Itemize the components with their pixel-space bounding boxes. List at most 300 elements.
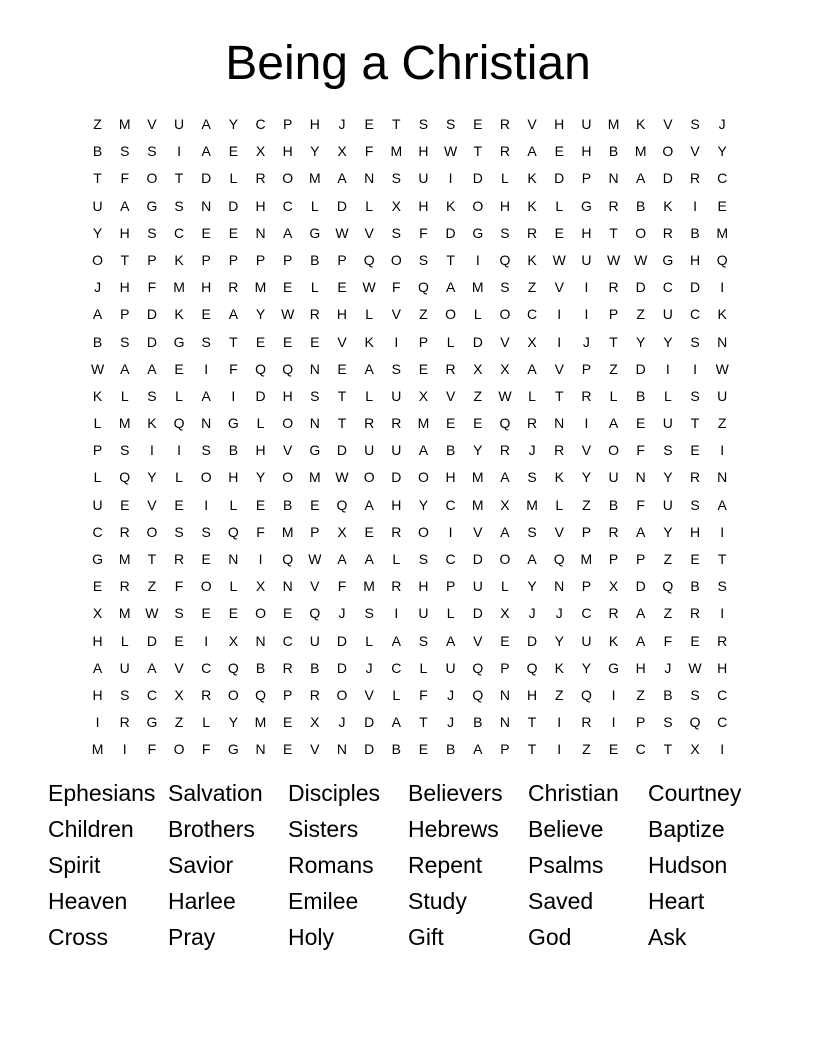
grid-letter: R — [717, 632, 728, 649]
grid-letter: S — [690, 116, 700, 132]
grid-letter: R — [554, 442, 565, 459]
grid-letter: D — [336, 632, 348, 649]
grid-letter: N — [608, 170, 619, 187]
grid-letter: H — [554, 116, 565, 132]
grid-letter: A — [391, 632, 401, 649]
grid-letter: I — [720, 523, 725, 540]
grid-letter: X — [500, 605, 510, 622]
grid-letter: L — [555, 496, 564, 513]
grid-letter: A — [636, 170, 646, 187]
grid-letter: L — [229, 496, 238, 513]
grid-letter: G — [146, 714, 158, 731]
word-list-item: Hudson — [648, 852, 728, 878]
grid-letter: R — [581, 714, 592, 731]
grid-letter: N — [201, 197, 212, 214]
grid-letter: A — [636, 632, 646, 649]
grid-letter: M — [281, 523, 294, 540]
grid-letter: M — [471, 496, 484, 513]
grid-letter: K — [445, 197, 456, 214]
grid-letter: P — [283, 686, 293, 703]
grid-letter: N — [255, 741, 266, 758]
grid-letter: P — [636, 714, 646, 731]
grid-letter: S — [690, 333, 700, 350]
grid-letter: I — [557, 714, 562, 731]
word-list-item: Courtney — [648, 780, 742, 806]
grid-letter: C — [146, 686, 157, 703]
grid-letter: A — [445, 632, 456, 649]
grid-letter: C — [255, 116, 266, 132]
grid-letter: P — [147, 251, 157, 268]
grid-letter: X — [690, 741, 700, 758]
grid-letter: I — [258, 551, 263, 567]
grid-letter: I — [394, 333, 399, 350]
grid-letter: L — [229, 170, 238, 187]
grid-letter: M — [526, 496, 538, 513]
grid-letter: A — [527, 360, 537, 377]
grid-letter: L — [310, 197, 319, 214]
grid-letter: E — [473, 116, 483, 132]
grid-letter: M — [118, 605, 131, 622]
grid-letter: M — [363, 578, 375, 595]
grid-letter: Z — [663, 605, 673, 622]
word-list-item: Baptize — [648, 816, 725, 842]
grid-letter: R — [608, 605, 619, 622]
grid-letter: J — [718, 116, 726, 132]
grid-letter: R — [228, 279, 239, 296]
grid-row — [84, 223, 736, 250]
grid-letter: V — [663, 116, 673, 132]
grid-letter: C — [581, 605, 592, 622]
grid-letter: S — [418, 551, 429, 567]
grid-letter: U — [608, 469, 619, 486]
grid-letter: S — [663, 714, 673, 731]
grid-letter: Z — [582, 496, 591, 513]
grid-letter: O — [173, 741, 185, 758]
grid-letter: L — [175, 387, 183, 404]
grid-letter: O — [282, 170, 294, 187]
grid-letter: P — [581, 578, 592, 595]
grid-letter: L — [365, 387, 374, 404]
grid-letter: G — [580, 197, 592, 214]
grid-letter: T — [473, 143, 483, 160]
grid-letter: H — [255, 197, 266, 214]
grid-letter: V — [500, 333, 510, 350]
grid-letter: L — [229, 578, 238, 595]
grid-letter: E — [445, 415, 456, 432]
grid-letter: M — [607, 116, 620, 132]
grid-letter: Q — [662, 578, 674, 595]
grid-letter: E — [174, 632, 184, 649]
word-list-item: Gift — [408, 924, 444, 950]
grid-letter: D — [146, 333, 157, 350]
grid-letter: I — [584, 279, 589, 296]
grid-letter: Z — [527, 279, 537, 296]
grid-letter: J — [447, 686, 455, 703]
word-list-item: God — [528, 924, 572, 950]
grid-letter: A — [337, 551, 347, 567]
grid-letter: H — [635, 659, 646, 676]
grid-letter: Y — [228, 714, 239, 731]
grid-letter: E — [283, 605, 293, 622]
grid-letter: F — [419, 686, 428, 703]
grid-letter: D — [228, 197, 239, 214]
grid-letter: R — [608, 197, 619, 214]
grid-letter: V — [690, 143, 700, 160]
grid-letter: T — [174, 170, 184, 187]
grid-letter: E — [174, 496, 184, 513]
grid-letter: L — [93, 415, 102, 432]
grid-letter: N — [554, 415, 565, 432]
grid-letter: B — [310, 659, 320, 676]
grid-letter: U — [717, 387, 728, 404]
grid-letter: V — [310, 578, 320, 595]
grid-letter: R — [689, 469, 701, 486]
grid-letter: Q — [499, 251, 511, 268]
grid-letter: J — [338, 605, 346, 622]
grid-letter: R — [527, 224, 538, 241]
grid-letter: J — [664, 659, 672, 676]
grid-letter: A — [120, 197, 130, 214]
grid-letter: Y — [581, 469, 592, 486]
word-list-item: Psalms — [528, 852, 604, 878]
grid-letter: I — [693, 360, 697, 377]
grid-letter: X — [255, 143, 266, 160]
grid-letter: B — [663, 686, 673, 703]
grid-letter: L — [120, 632, 129, 649]
grid-letter: E — [201, 224, 211, 241]
grid-letter: R — [689, 605, 701, 622]
grid-letter: B — [255, 659, 266, 676]
grid-letter: W — [688, 659, 702, 676]
grid-letter: N — [336, 741, 348, 758]
grid-letter: Q — [282, 360, 294, 377]
grid-letter: V — [283, 442, 293, 459]
grid-letter: A — [228, 306, 239, 323]
grid-letter: Y — [663, 469, 673, 486]
grid-letter: L — [365, 306, 374, 323]
word-list — [48, 780, 768, 950]
grid-letter: H — [282, 143, 293, 160]
grid-letter: H — [119, 279, 130, 296]
grid-letter: K — [608, 632, 619, 649]
grid-letter: Y — [663, 523, 673, 540]
word-list-item: Believe — [528, 816, 604, 842]
grid-letter: I — [204, 496, 209, 513]
grid-letter: U — [581, 251, 592, 268]
grid-letter: F — [147, 741, 157, 758]
grid-letter: Y — [255, 469, 266, 486]
grid-letter: T — [147, 551, 157, 567]
grid-letter: M — [254, 714, 267, 731]
grid-letter: E — [310, 333, 320, 350]
grid-letter: F — [337, 578, 347, 595]
grid-letter: R — [499, 442, 510, 459]
grid-letter: Y — [717, 143, 727, 160]
word-list-item: Ephesians — [48, 780, 156, 806]
grid-letter: O — [635, 224, 647, 241]
grid-letter: I — [231, 387, 236, 404]
grid-row — [84, 250, 736, 277]
grid-letter: A — [337, 170, 347, 187]
grid-letter: F — [419, 224, 428, 241]
grid-row — [84, 685, 736, 712]
grid-letter: X — [500, 496, 510, 513]
grid-letter: K — [636, 116, 646, 132]
grid-letter: C — [391, 659, 402, 676]
grid-letter: H — [228, 469, 239, 486]
grid-letter: E — [283, 741, 293, 758]
grid-letter: P — [283, 251, 293, 268]
grid-letter: R — [119, 714, 130, 731]
grid-row — [84, 304, 736, 331]
grid-letter: H — [282, 387, 293, 404]
grid-letter: K — [147, 415, 157, 432]
grid-letter: S — [690, 387, 700, 404]
grid-letter: R — [391, 415, 402, 432]
grid-letter: Q — [472, 686, 484, 703]
grid-letter: S — [391, 224, 401, 241]
grid-letter: A — [636, 605, 646, 622]
grid-letter: I — [584, 415, 589, 432]
grid-letter: X — [337, 143, 347, 160]
grid-letter: A — [636, 523, 646, 540]
grid-letter: O — [336, 686, 348, 703]
grid-letter: N — [554, 578, 565, 595]
grid-letter: O — [418, 469, 429, 486]
grid-letter: Q — [227, 523, 239, 540]
grid-letter: S — [690, 686, 700, 703]
grid-letter: L — [419, 659, 428, 676]
grid-letter: I — [177, 143, 181, 160]
grid-letter: U — [445, 659, 456, 676]
word-list-item: Heaven — [48, 888, 128, 914]
grid-letter: W — [145, 605, 159, 622]
grid-letter: T — [609, 333, 618, 350]
grid-letter: F — [120, 170, 130, 187]
grid-letter: Y — [147, 469, 157, 486]
grid-letter: U — [662, 496, 673, 513]
grid-letter: D — [146, 632, 157, 649]
grid-letter: D — [635, 578, 646, 595]
grid-letter: W — [444, 143, 458, 160]
grid-letter: I — [665, 360, 670, 377]
grid-letter: T — [337, 415, 347, 432]
grid-letter: O — [200, 469, 212, 486]
grid-letter: L — [473, 306, 482, 323]
grid-letter: Q — [499, 415, 511, 432]
word-list-item: Savior — [168, 852, 234, 878]
grid-letter: J — [365, 659, 373, 676]
grid-letter: D — [472, 333, 483, 350]
grid-row — [84, 359, 736, 386]
grid-letter: N — [717, 333, 728, 350]
grid-letter: S — [391, 360, 401, 377]
grid-letter: O — [363, 469, 375, 486]
grid-letter: O — [499, 551, 511, 567]
grid-letter: X — [527, 333, 537, 350]
grid-letter: V — [554, 279, 564, 296]
grid-letter: F — [174, 578, 184, 595]
grid-letter: S — [500, 224, 510, 241]
grid-letter: O — [146, 523, 158, 540]
grid-letter: W — [634, 251, 648, 268]
grid-letter: P — [255, 251, 266, 268]
grid-letter: D — [472, 551, 483, 567]
grid-letter: N — [201, 415, 212, 432]
grid-letter: F — [147, 279, 157, 296]
grid-row — [84, 413, 736, 440]
grid-letter: Y — [527, 578, 537, 595]
grid-letter: E — [201, 551, 211, 567]
grid-letter: G — [472, 224, 484, 241]
grid-letter: O — [445, 306, 457, 323]
grid-letter: B — [636, 197, 646, 214]
grid-letter: C — [689, 306, 701, 323]
word-list-item: Holy — [288, 924, 335, 950]
grid-letter: B — [445, 741, 456, 758]
grid-row — [84, 603, 736, 630]
grid-letter: S — [120, 333, 130, 350]
grid-letter: U — [119, 659, 130, 676]
grid-letter: S — [120, 143, 130, 160]
grid-letter: D — [554, 170, 565, 187]
grid-row — [84, 168, 736, 195]
grid-letter: T — [120, 251, 130, 268]
grid-letter: A — [608, 415, 619, 432]
grid-letter: N — [282, 578, 293, 595]
grid-letter: J — [447, 714, 455, 731]
grid-letter: U — [418, 605, 429, 622]
grid-letter: L — [256, 415, 265, 432]
grid-letter: D — [635, 360, 646, 377]
grid-letter: T — [609, 224, 618, 241]
grid-letter: O — [146, 170, 158, 187]
grid-letter: S — [418, 116, 429, 132]
grid-letter: E — [500, 632, 510, 649]
grid-letter: L — [446, 333, 455, 350]
grid-letter: M — [390, 143, 403, 160]
grid-letter: K — [527, 170, 537, 187]
grid-letter: P — [581, 360, 592, 377]
grid-letter: D — [472, 170, 483, 187]
grid-letter: W — [308, 551, 322, 567]
word-list-item: Brothers — [168, 816, 255, 842]
grid-letter: K — [174, 251, 184, 268]
grid-letter: V — [147, 496, 157, 513]
grid-letter: V — [364, 686, 374, 703]
grid-letter: A — [527, 551, 537, 567]
grid-letter: R — [608, 279, 619, 296]
grid-letter: Y — [636, 333, 646, 350]
grid-letter: O — [282, 415, 294, 432]
grid-letter: L — [501, 170, 509, 187]
grid-letter: I — [720, 605, 725, 622]
grid-letter: I — [584, 306, 589, 323]
grid-letter: A — [500, 469, 510, 486]
grid-letter: A — [92, 306, 103, 323]
grid-letter: P — [201, 251, 211, 268]
grid-letter: E — [228, 224, 239, 241]
grid-letter: U — [391, 387, 402, 404]
grid-letter: E — [364, 523, 374, 540]
grid-letter: X — [500, 360, 510, 377]
grid-letter: A — [283, 224, 293, 241]
grid-letter: D — [364, 714, 375, 731]
grid-letter: Z — [554, 686, 564, 703]
grid-letter: C — [717, 686, 728, 703]
word-list-item: Ask — [648, 924, 687, 950]
grid-letter: L — [120, 387, 129, 404]
grid-letter: D — [146, 306, 157, 323]
grid-letter: K — [554, 469, 564, 486]
grid-letter: I — [204, 360, 209, 377]
grid-letter: E — [283, 333, 293, 350]
grid-letter: H — [527, 686, 538, 703]
grid-letter: D — [635, 279, 646, 296]
grid-letter: I — [149, 442, 154, 459]
grid-letter: Z — [582, 741, 591, 758]
grid-letter: V — [391, 306, 401, 323]
grid-letter: T — [527, 741, 537, 758]
grid-letter: I — [95, 714, 100, 731]
grid-letter: U — [92, 197, 103, 214]
grid-letter: Z — [636, 686, 645, 703]
grid-letter: F — [392, 279, 401, 296]
grid-letter: R — [119, 523, 130, 540]
grid-letter: E — [92, 578, 103, 595]
grid-letter: T — [93, 170, 102, 187]
grid-letter: N — [635, 469, 646, 486]
grid-letter: H — [92, 632, 103, 649]
grid-letter: X — [608, 578, 619, 595]
grid-letter: P — [636, 551, 646, 567]
grid-letter: C — [527, 306, 538, 323]
grid-row — [84, 114, 736, 141]
grid-letter: G — [146, 197, 158, 214]
grid-letter: G — [662, 251, 674, 268]
grid-letter: J — [338, 116, 346, 132]
grid-letter: C — [92, 523, 103, 540]
grid-letter: R — [309, 306, 320, 323]
grid-letter: Y — [473, 442, 483, 459]
grid-letter: Y — [228, 116, 239, 132]
grid-letter: U — [662, 415, 673, 432]
grid-letter: R — [201, 686, 212, 703]
grid-letter: D — [662, 170, 673, 187]
grid-row — [84, 495, 736, 522]
grid-letter: Z — [717, 415, 727, 432]
grid-letter: Q — [363, 251, 375, 268]
grid-letter: E — [201, 605, 211, 622]
grid-letter: X — [337, 523, 347, 540]
grid-letter: E — [283, 714, 293, 731]
grid-letter: H — [581, 143, 592, 160]
grid-letter: A — [201, 143, 211, 160]
word-list-item: Study — [408, 888, 467, 914]
grid-letter: E — [717, 197, 727, 214]
grid-letter: S — [527, 469, 537, 486]
grid-row — [84, 658, 736, 685]
grid-letter: Y — [310, 143, 320, 160]
grid-letter: P — [581, 523, 592, 540]
word-list-item: Sisters — [288, 816, 359, 842]
grid-letter: Q — [689, 714, 701, 731]
word-list-item: Heart — [648, 888, 705, 914]
grid-letter: B — [608, 496, 619, 513]
grid-letter: B — [608, 143, 619, 160]
grid-letter: H — [581, 224, 592, 241]
grid-letter: S — [147, 387, 157, 404]
